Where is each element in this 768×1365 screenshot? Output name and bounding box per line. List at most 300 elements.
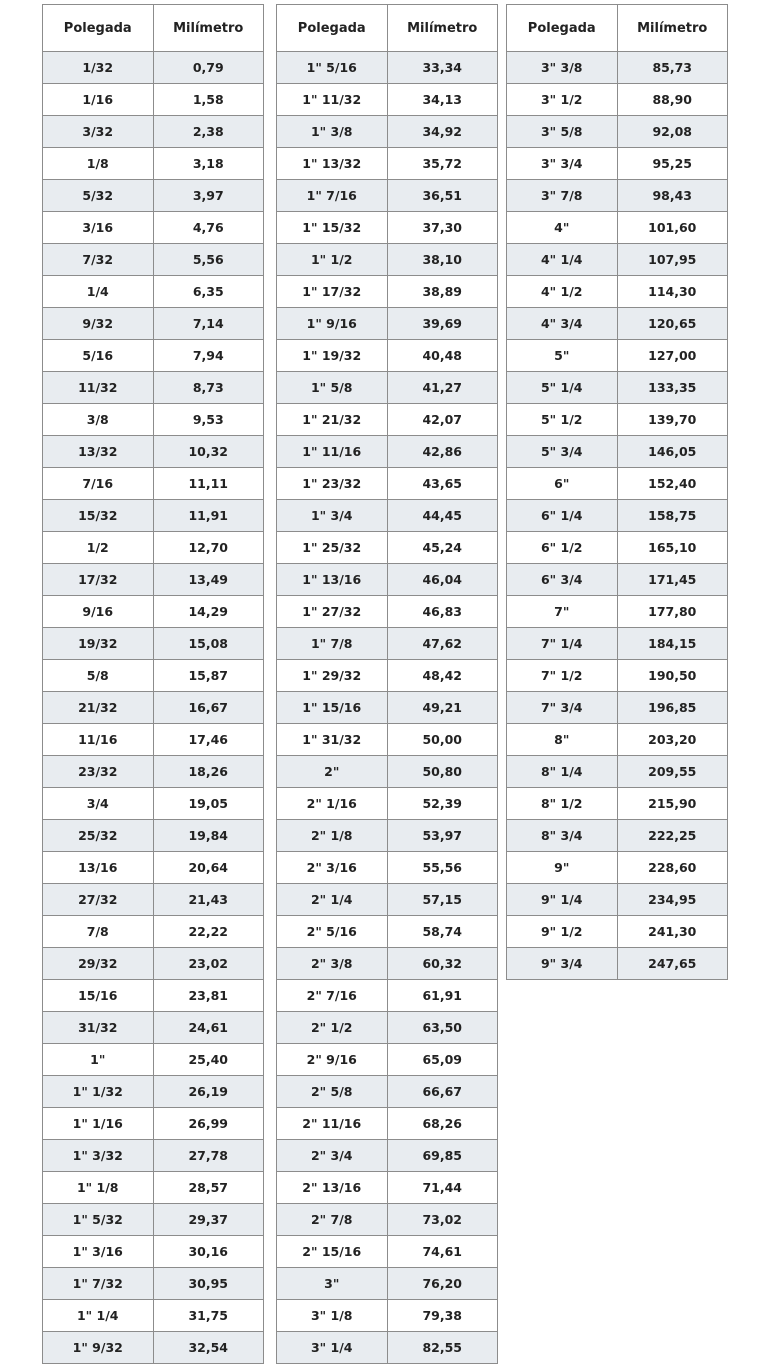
inch-cell: 1/16 — [43, 84, 154, 116]
table-row — [43, 116, 264, 148]
table-row — [43, 404, 264, 436]
mm-cell: 65,09 — [387, 1044, 498, 1076]
mm-cell: 12,70 — [153, 532, 264, 564]
inch-cell: 1/4 — [43, 276, 154, 308]
mm-cell: 127,00 — [617, 340, 728, 372]
mm-cell: 7,14 — [153, 308, 264, 340]
mm-cell: 133,35 — [617, 372, 728, 404]
mm-cell: 36,51 — [387, 180, 498, 212]
mm-cell: 33,34 — [387, 52, 498, 84]
inch-cell: 2" 7/8 — [277, 1204, 388, 1236]
inch-cell: 7/32 — [43, 244, 154, 276]
inch-cell: 29/32 — [43, 948, 154, 980]
inch-cell: 9" — [507, 852, 618, 884]
mm-cell: 11,11 — [153, 468, 264, 500]
mm-cell: 79,38 — [387, 1300, 498, 1332]
table-row — [507, 372, 728, 404]
table-body — [43, 52, 264, 1364]
mm-cell: 52,39 — [387, 788, 498, 820]
header-row — [277, 5, 498, 52]
table-row — [277, 244, 498, 276]
inch-cell: 3" 1/2 — [507, 84, 618, 116]
table-row — [277, 756, 498, 788]
table-row — [43, 212, 264, 244]
mm-cell: 45,24 — [387, 532, 498, 564]
inch-cell: 2" 3/8 — [277, 948, 388, 980]
inch-cell: 5" 1/2 — [507, 404, 618, 436]
table-row — [43, 1204, 264, 1236]
inch-cell: 2" 15/16 — [277, 1236, 388, 1268]
inch-cell: 1" 13/32 — [277, 148, 388, 180]
inch-cell: 3" — [277, 1268, 388, 1300]
mm-cell: 31,75 — [153, 1300, 264, 1332]
inch-cell: 7" 1/4 — [507, 628, 618, 660]
table-row — [277, 1236, 498, 1268]
inch-cell: 1" 11/32 — [277, 84, 388, 116]
mm-cell: 66,67 — [387, 1076, 498, 1108]
table-row — [43, 244, 264, 276]
table-row — [43, 532, 264, 564]
conversion-table-3 — [506, 4, 728, 980]
inch-cell: 9" 1/4 — [507, 884, 618, 916]
inch-cell: 5/8 — [43, 660, 154, 692]
inch-cell: 1" 19/32 — [277, 340, 388, 372]
mm-cell: 19,84 — [153, 820, 264, 852]
inch-cell: 1" 23/32 — [277, 468, 388, 500]
table-row — [277, 372, 498, 404]
header-inch: Polegada — [277, 5, 388, 52]
table-row — [43, 468, 264, 500]
table-row — [507, 532, 728, 564]
inch-cell: 1/8 — [43, 148, 154, 180]
inch-cell: 4" 1/2 — [507, 276, 618, 308]
mm-cell: 74,61 — [387, 1236, 498, 1268]
table-row — [43, 84, 264, 116]
mm-cell: 20,64 — [153, 852, 264, 884]
mm-cell: 95,25 — [617, 148, 728, 180]
inch-cell: 5" 1/4 — [507, 372, 618, 404]
mm-cell: 61,91 — [387, 980, 498, 1012]
table-row — [277, 436, 498, 468]
inch-cell: 1/32 — [43, 52, 154, 84]
inch-cell: 9/32 — [43, 308, 154, 340]
mm-cell: 44,45 — [387, 500, 498, 532]
table-row — [277, 212, 498, 244]
mm-cell: 55,56 — [387, 852, 498, 884]
inch-cell: 1" 1/2 — [277, 244, 388, 276]
table-row — [507, 948, 728, 980]
inch-cell: 11/32 — [43, 372, 154, 404]
table-row — [43, 308, 264, 340]
mm-cell: 46,83 — [387, 596, 498, 628]
table-row — [277, 692, 498, 724]
inch-cell: 2" 1/8 — [277, 820, 388, 852]
mm-cell: 30,16 — [153, 1236, 264, 1268]
table-row — [507, 724, 728, 756]
mm-cell: 101,60 — [617, 212, 728, 244]
mm-cell: 25,40 — [153, 1044, 264, 1076]
mm-cell: 50,80 — [387, 756, 498, 788]
table-row — [277, 628, 498, 660]
header-mm: Milímetro — [617, 5, 728, 52]
inch-cell: 11/16 — [43, 724, 154, 756]
inch-cell: 3" 1/4 — [277, 1332, 388, 1364]
table-row — [43, 724, 264, 756]
inch-cell: 8" 3/4 — [507, 820, 618, 852]
table-row — [43, 660, 264, 692]
table-row — [43, 436, 264, 468]
inch-cell: 7" — [507, 596, 618, 628]
inch-cell: 1" 3/32 — [43, 1140, 154, 1172]
mm-cell: 152,40 — [617, 468, 728, 500]
table-row — [507, 916, 728, 948]
table-row — [277, 980, 498, 1012]
inch-cell: 3" 3/4 — [507, 148, 618, 180]
table-row — [507, 884, 728, 916]
mm-cell: 29,37 — [153, 1204, 264, 1236]
mm-cell: 247,65 — [617, 948, 728, 980]
table-row — [507, 596, 728, 628]
mm-cell: 222,25 — [617, 820, 728, 852]
table-row — [277, 948, 498, 980]
table-body — [277, 52, 498, 1364]
mm-cell: 63,50 — [387, 1012, 498, 1044]
mm-cell: 41,27 — [387, 372, 498, 404]
mm-cell: 120,65 — [617, 308, 728, 340]
table-row — [43, 1268, 264, 1300]
table-row — [277, 1108, 498, 1140]
table-row — [43, 692, 264, 724]
table-row — [277, 468, 498, 500]
inch-cell: 9" 1/2 — [507, 916, 618, 948]
inch-cell: 6" 1/2 — [507, 532, 618, 564]
inch-cell: 1" 17/32 — [277, 276, 388, 308]
mm-cell: 34,13 — [387, 84, 498, 116]
mm-cell: 69,85 — [387, 1140, 498, 1172]
table-row — [277, 148, 498, 180]
table-row — [43, 820, 264, 852]
mm-cell: 37,30 — [387, 212, 498, 244]
mm-cell: 85,73 — [617, 52, 728, 84]
table-row — [507, 436, 728, 468]
inch-cell: 6" 3/4 — [507, 564, 618, 596]
inch-cell: 15/32 — [43, 500, 154, 532]
table-row — [277, 340, 498, 372]
mm-cell: 22,22 — [153, 916, 264, 948]
inch-cell: 2" 9/16 — [277, 1044, 388, 1076]
inch-cell: 21/32 — [43, 692, 154, 724]
inch-cell: 1" 29/32 — [277, 660, 388, 692]
inch-cell: 1" 11/16 — [277, 436, 388, 468]
table-row — [43, 276, 264, 308]
inch-cell: 5/32 — [43, 180, 154, 212]
inch-cell: 15/16 — [43, 980, 154, 1012]
table-row — [277, 1140, 498, 1172]
inch-cell: 3" 7/8 — [507, 180, 618, 212]
mm-cell: 196,85 — [617, 692, 728, 724]
mm-cell: 158,75 — [617, 500, 728, 532]
table-row — [277, 1076, 498, 1108]
table-row — [43, 340, 264, 372]
inch-cell: 1" 1/32 — [43, 1076, 154, 1108]
table-row — [277, 500, 498, 532]
mm-cell: 58,74 — [387, 916, 498, 948]
inch-cell: 31/32 — [43, 1012, 154, 1044]
table-row — [277, 1044, 498, 1076]
table-body — [507, 52, 728, 980]
inch-cell: 1" — [43, 1044, 154, 1076]
mm-cell: 23,02 — [153, 948, 264, 980]
inch-cell: 17/32 — [43, 564, 154, 596]
inch-cell: 1" 5/32 — [43, 1204, 154, 1236]
mm-cell: 35,72 — [387, 148, 498, 180]
mm-cell: 16,67 — [153, 692, 264, 724]
header-inch: Polegada — [507, 5, 618, 52]
mm-cell: 34,92 — [387, 116, 498, 148]
table-row — [507, 212, 728, 244]
inch-cell: 1/2 — [43, 532, 154, 564]
table-row — [277, 884, 498, 916]
inch-cell: 8" 1/2 — [507, 788, 618, 820]
mm-cell: 10,32 — [153, 436, 264, 468]
inch-cell: 4" 3/4 — [507, 308, 618, 340]
table-row — [507, 500, 728, 532]
mm-cell: 177,80 — [617, 596, 728, 628]
inch-cell: 4" — [507, 212, 618, 244]
mm-cell: 68,26 — [387, 1108, 498, 1140]
mm-cell: 171,45 — [617, 564, 728, 596]
table-row — [43, 564, 264, 596]
table-row — [507, 820, 728, 852]
table-row — [277, 788, 498, 820]
mm-cell: 42,86 — [387, 436, 498, 468]
inch-cell: 7" 1/2 — [507, 660, 618, 692]
inch-cell: 27/32 — [43, 884, 154, 916]
table-row — [277, 724, 498, 756]
mm-cell: 8,73 — [153, 372, 264, 404]
inch-cell: 8" 1/4 — [507, 756, 618, 788]
mm-cell: 30,95 — [153, 1268, 264, 1300]
mm-cell: 6,35 — [153, 276, 264, 308]
table-row — [43, 916, 264, 948]
mm-cell: 165,10 — [617, 532, 728, 564]
inch-cell: 1" 1/16 — [43, 1108, 154, 1140]
table-row — [277, 84, 498, 116]
table-row — [43, 1172, 264, 1204]
mm-cell: 32,54 — [153, 1332, 264, 1364]
inch-cell: 1" 1/4 — [43, 1300, 154, 1332]
mm-cell: 1,58 — [153, 84, 264, 116]
mm-cell: 53,97 — [387, 820, 498, 852]
inch-cell: 7" 3/4 — [507, 692, 618, 724]
inch-cell: 2" 1/16 — [277, 788, 388, 820]
inch-cell: 2" 13/16 — [277, 1172, 388, 1204]
mm-cell: 43,65 — [387, 468, 498, 500]
header-mm: Milímetro — [153, 5, 264, 52]
mm-cell: 24,61 — [153, 1012, 264, 1044]
table-row — [277, 1172, 498, 1204]
table-row — [277, 916, 498, 948]
mm-cell: 73,02 — [387, 1204, 498, 1236]
mm-cell: 190,50 — [617, 660, 728, 692]
mm-cell: 39,69 — [387, 308, 498, 340]
conversion-table-1 — [42, 4, 264, 1364]
mm-cell: 203,20 — [617, 724, 728, 756]
table-row — [507, 180, 728, 212]
mm-cell: 107,95 — [617, 244, 728, 276]
table-row — [43, 788, 264, 820]
inch-cell: 2" 1/2 — [277, 1012, 388, 1044]
mm-cell: 28,57 — [153, 1172, 264, 1204]
table-row — [277, 596, 498, 628]
table-row — [507, 244, 728, 276]
mm-cell: 241,30 — [617, 916, 728, 948]
inch-cell: 5" — [507, 340, 618, 372]
inch-cell: 1" 3/8 — [277, 116, 388, 148]
table-row — [277, 1012, 498, 1044]
table-row — [507, 52, 728, 84]
mm-cell: 3,18 — [153, 148, 264, 180]
mm-cell: 139,70 — [617, 404, 728, 436]
table-row — [277, 660, 498, 692]
table-row — [277, 180, 498, 212]
inch-cell: 1" 3/16 — [43, 1236, 154, 1268]
table-row — [507, 340, 728, 372]
inch-cell: 3/16 — [43, 212, 154, 244]
inch-cell: 1" 21/32 — [277, 404, 388, 436]
table-row — [507, 628, 728, 660]
mm-cell: 38,89 — [387, 276, 498, 308]
inch-cell: 13/16 — [43, 852, 154, 884]
inch-cell: 2" 5/8 — [277, 1076, 388, 1108]
mm-cell: 3,97 — [153, 180, 264, 212]
inch-cell: 7/16 — [43, 468, 154, 500]
inch-cell: 1" 9/32 — [43, 1332, 154, 1364]
mm-cell: 88,90 — [617, 84, 728, 116]
table-row — [43, 1332, 264, 1364]
table-row — [277, 820, 498, 852]
inch-cell: 1" 3/4 — [277, 500, 388, 532]
mm-cell: 2,38 — [153, 116, 264, 148]
table-row — [277, 532, 498, 564]
inch-cell: 2" 7/16 — [277, 980, 388, 1012]
mm-cell: 11,91 — [153, 500, 264, 532]
mm-cell: 42,07 — [387, 404, 498, 436]
inch-cell: 1" 15/16 — [277, 692, 388, 724]
inch-cell: 3" 5/8 — [507, 116, 618, 148]
table-row — [43, 1044, 264, 1076]
table-row — [507, 468, 728, 500]
inch-cell: 1" 31/32 — [277, 724, 388, 756]
table-row — [43, 948, 264, 980]
mm-cell: 23,81 — [153, 980, 264, 1012]
inch-cell: 4" 1/4 — [507, 244, 618, 276]
mm-cell: 4,76 — [153, 212, 264, 244]
inch-cell: 1" 7/16 — [277, 180, 388, 212]
table-row — [277, 1300, 498, 1332]
mm-cell: 46,04 — [387, 564, 498, 596]
inch-cell: 3/8 — [43, 404, 154, 436]
mm-cell: 57,15 — [387, 884, 498, 916]
mm-cell: 19,05 — [153, 788, 264, 820]
table-row — [277, 1204, 498, 1236]
inch-cell: 8" — [507, 724, 618, 756]
inch-cell: 1" 25/32 — [277, 532, 388, 564]
mm-cell: 18,26 — [153, 756, 264, 788]
inch-cell: 1" 5/8 — [277, 372, 388, 404]
mm-cell: 234,95 — [617, 884, 728, 916]
inch-cell: 2" — [277, 756, 388, 788]
table-row — [277, 564, 498, 596]
mm-cell: 14,29 — [153, 596, 264, 628]
conversion-table-2 — [276, 4, 498, 1364]
mm-cell: 15,87 — [153, 660, 264, 692]
mm-cell: 47,62 — [387, 628, 498, 660]
table-row — [43, 852, 264, 884]
mm-cell: 98,43 — [617, 180, 728, 212]
table-row — [277, 1268, 498, 1300]
table-row — [43, 1012, 264, 1044]
mm-cell: 26,99 — [153, 1108, 264, 1140]
table-row — [507, 660, 728, 692]
inch-cell: 2" 3/16 — [277, 852, 388, 884]
table-row — [507, 852, 728, 884]
table-row — [277, 1332, 498, 1364]
mm-cell: 60,32 — [387, 948, 498, 980]
mm-cell: 17,46 — [153, 724, 264, 756]
table-row — [43, 180, 264, 212]
table-row — [277, 404, 498, 436]
inch-cell: 7/8 — [43, 916, 154, 948]
table-row — [43, 1140, 264, 1172]
mm-cell: 92,08 — [617, 116, 728, 148]
header-inch: Polegada — [43, 5, 154, 52]
inch-cell: 23/32 — [43, 756, 154, 788]
inch-cell: 2" 5/16 — [277, 916, 388, 948]
table-row — [277, 116, 498, 148]
inch-cell: 3/4 — [43, 788, 154, 820]
inch-cell: 1" 5/16 — [277, 52, 388, 84]
inch-cell: 1" 13/16 — [277, 564, 388, 596]
mm-cell: 5,56 — [153, 244, 264, 276]
inch-cell: 9/16 — [43, 596, 154, 628]
table-row — [43, 1108, 264, 1140]
inch-cell: 3" 1/8 — [277, 1300, 388, 1332]
mm-cell: 0,79 — [153, 52, 264, 84]
inch-cell: 1" 1/8 — [43, 1172, 154, 1204]
inch-cell: 25/32 — [43, 820, 154, 852]
mm-cell: 49,21 — [387, 692, 498, 724]
mm-cell: 9,53 — [153, 404, 264, 436]
table-row — [507, 404, 728, 436]
inch-cell: 2" 3/4 — [277, 1140, 388, 1172]
inch-cell: 19/32 — [43, 628, 154, 660]
inch-cell: 6" 1/4 — [507, 500, 618, 532]
inch-cell: 2" 1/4 — [277, 884, 388, 916]
table-row — [507, 692, 728, 724]
table-row — [43, 1076, 264, 1108]
inch-cell: 1" 9/16 — [277, 308, 388, 340]
table-row — [43, 628, 264, 660]
header-mm: Milímetro — [387, 5, 498, 52]
mm-cell: 184,15 — [617, 628, 728, 660]
mm-cell: 209,55 — [617, 756, 728, 788]
table-row — [43, 52, 264, 84]
mm-cell: 40,48 — [387, 340, 498, 372]
table-row — [43, 596, 264, 628]
mm-cell: 7,94 — [153, 340, 264, 372]
inch-cell: 9" 3/4 — [507, 948, 618, 980]
